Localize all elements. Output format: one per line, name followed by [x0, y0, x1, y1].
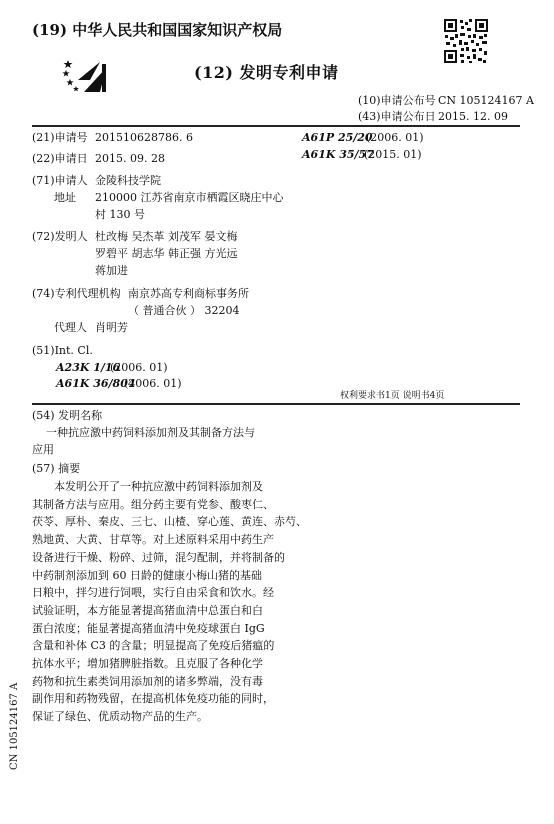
abstract-line: 蛋白浓度；能显著提高猪血清中免疫球蛋白 IgG	[32, 621, 265, 635]
section-rule	[32, 403, 520, 405]
side-publication-number: CN 105124167 A	[9, 682, 20, 770]
filing-date: 2015. 09. 28	[95, 152, 165, 165]
abstract-line: 本发明公开了一种抗应激中药饲料添加剂及	[54, 480, 263, 493]
abstract-line: 保证了绿色、优质动物产品的生产。	[32, 710, 208, 724]
right-cl-1-date: (2006. 01)	[366, 131, 424, 144]
abstract-line: 含量和补体 C3 的含量；明显提高了免疫后猪瘟的	[32, 639, 275, 653]
abstract-line: 熟地黄、大黄、甘草等。对上述原料采用中药生产	[32, 533, 274, 547]
right-cl-2-date: (2015. 01)	[364, 148, 422, 161]
application-number: 201510628786. 6	[95, 131, 193, 144]
intcl-1-code: A23K 1/16	[56, 361, 121, 374]
applicant-label: (71)申请人	[32, 174, 88, 187]
abstract-line: 中药制剂添加到 60 日龄的健康小梅山猪的基础	[32, 568, 262, 582]
agent: 肖明芳	[95, 321, 128, 334]
applicant: 金陵科技学院	[95, 174, 161, 187]
abstract-label: (57) 摘要	[32, 462, 81, 475]
publication-date-label: (43)申请公布日	[358, 110, 436, 123]
address-line-1: 210000 江苏省南京市栖霞区晓庄中心	[95, 191, 284, 204]
inventors-line-3: 蒋加进	[95, 264, 128, 277]
filing-date-label: (22)申请日	[32, 152, 88, 165]
abstract-line: 设备进行干燥、粉碎、过筛，混匀配制，并将制备的	[32, 550, 285, 564]
abstract-line: 茯苓、厚朴、秦皮、三七、山楂、穿心莲、黄连、赤芍、	[32, 515, 307, 529]
application-number-label: (21)申请号	[32, 131, 88, 144]
intcl-1-date: (2006. 01)	[110, 361, 168, 374]
abstract-line: 日粮中，拌匀进行饲喂，实行自由采食和饮水。经	[32, 586, 274, 600]
agency-label: (74)专利代理机构	[32, 287, 121, 300]
right-cl-2-code: A61K 35/57	[302, 148, 374, 161]
intcl-2-date: (2006. 01)	[124, 377, 182, 390]
agent-label: 代理人	[54, 321, 87, 334]
inventors-line-2: 罗碧平 胡志华 韩正强 方光远	[95, 247, 238, 260]
address-line-2: 村 130 号	[95, 208, 145, 221]
inventor-label: (72)发明人	[32, 230, 88, 243]
publication-number-label: (10)申请公布号	[358, 94, 436, 107]
pages-note: 权利要求书1页 说明书4页	[340, 391, 445, 401]
title-line-2: 应用	[32, 443, 54, 456]
qr-code-icon	[443, 18, 489, 64]
abstract-line: 药物和抗生素类饲用添加剂的诸多弊端，没有毒	[32, 674, 263, 688]
abstract-line: 试验证明，本方能显著提高猪血清中总蛋白和白	[32, 603, 263, 617]
abstract-line: 副作用和药物残留，在提高机体免疫功能的同时，	[32, 692, 274, 706]
agency-line-1: 南京苏高专利商标事务所	[128, 287, 249, 300]
patent-office-logo-icon	[60, 58, 120, 94]
title-label: (54) 发明名称	[32, 409, 103, 422]
intcl-label: (51)Int. Cl.	[32, 344, 93, 357]
abstract-line: 抗体水平；增加猪脾脏指数。且克服了各种化学	[32, 657, 263, 671]
header-rule	[32, 125, 520, 127]
publication-number: CN 105124167 A	[438, 94, 534, 107]
abstract-text	[32, 478, 307, 726]
right-cl-1-code: A61P 25/20	[302, 131, 373, 144]
office-name: (19) 中华人民共和国国家知识产权局	[32, 21, 283, 39]
address-label: 地址	[54, 191, 76, 204]
intcl-2-code: A61K 36/804	[56, 377, 136, 390]
agency-line-2: （ 普通合伙 ） 32204	[128, 304, 240, 317]
inventors-line-1: 杜改梅 吴杰革 刘茂军 晏文梅	[95, 230, 238, 243]
publication-date: 2015. 12. 09	[438, 110, 508, 123]
abstract-line: 其制备方法与应用。组分药主要有党参、酸枣仁、	[32, 497, 274, 511]
document-kind: (12) 发明专利申请	[194, 63, 339, 82]
title-line-1: 一种抗应激中药饲料添加剂及其制备方法与	[46, 426, 255, 439]
